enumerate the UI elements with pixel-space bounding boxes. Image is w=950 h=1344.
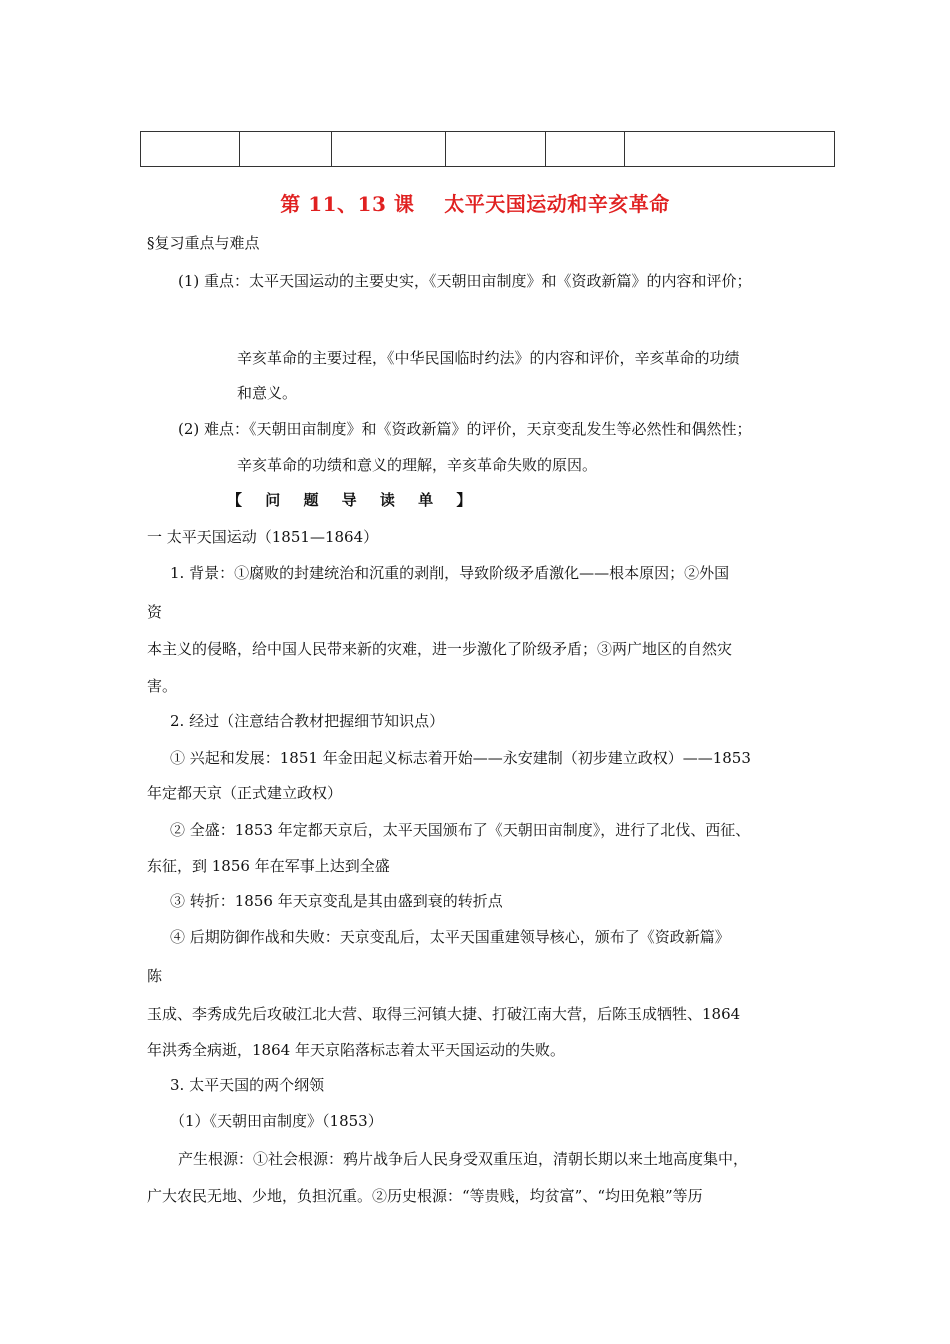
section-heading-review: §复习重点与难点 xyxy=(147,234,260,252)
paragraph-line: ① 兴起和发展：1851 年金田起义标志着开始——永安建制（初步建立政权）——1853 xyxy=(170,749,751,767)
paragraph-line: 年洪秀全病逝，1864 年天京陷落标志着太平天国运动的失败。 xyxy=(147,1041,565,1059)
paragraph-line: 本主义的侵略，给中国人民带来新的灾难，进一步激化了阶级矛盾；③两广地区的自然灾 xyxy=(147,640,733,658)
key-points-line: 辛亥革命的主要过程，《中华民国临时约法》的内容和评价，辛亥革命的功绩 xyxy=(237,349,740,367)
paragraph-line: 害。 xyxy=(147,677,178,695)
header-table-cell xyxy=(546,132,625,167)
header-table-cell xyxy=(332,132,446,167)
key-points-line: 和意义。 xyxy=(237,384,298,402)
guide-heading: 【 问 题 导 读 单 】 xyxy=(227,491,481,509)
paragraph-line: 产生根源：①社会根源：鸦片战争后人民身受双重压迫，清朝长期以来土地高度集中， xyxy=(178,1150,749,1168)
paragraph-line: 陈 xyxy=(147,967,163,985)
paragraph-line: ③ 转折：1856 年天京变乱是其由盛到衰的转折点 xyxy=(170,892,503,910)
paragraph-line: （1）《天朝田亩制度》（1853） xyxy=(170,1112,383,1130)
header-table-cell xyxy=(141,132,240,167)
paragraph-line: 2. 经过（注意结合教材把握细节知识点） xyxy=(170,712,445,730)
paragraph-line: ② 全盛：1853 年定都天京后，太平天国颁布了《天朝田亩制度》，进行了北伐、西征、 xyxy=(170,821,751,839)
paragraph-line: 玉成、李秀成先后攻破江北大营、取得三河镇大捷、打破江南大营，后陈玉成牺牲、1864 xyxy=(147,1005,741,1023)
header-table-row xyxy=(141,132,835,167)
key-points-line: (1) 重点：太平天国运动的主要史实，《天朝田亩制度》和《资政新篇》的内容和评价； xyxy=(178,272,752,290)
paragraph-line: 资 xyxy=(147,603,163,621)
section-heading-taiping: 一 太平天国运动（1851—1864） xyxy=(147,528,379,546)
header-table-cell xyxy=(625,132,835,167)
paragraph-line: 广大农民无地、少地，负担沉重。②历史根源：“等贵贱，均贫富”、“均田免粮”等历 xyxy=(147,1187,703,1205)
header-table-cell xyxy=(240,132,332,167)
header-table-cell xyxy=(446,132,546,167)
paragraph-line: 3. 太平天国的两个纲领 xyxy=(170,1076,325,1094)
paragraph-line: ④ 后期防御作战和失败：天京变乱后，太平天国重建领导核心，颁布了《资政新篇》 xyxy=(170,928,730,946)
paragraph-line: 东征，到 1856 年在军事上达到全盛 xyxy=(147,857,390,875)
paragraph-line: 年定都天京（正式建立政权） xyxy=(147,784,343,802)
header-table xyxy=(140,131,835,167)
difficult-points-line: (2) 难点：《天朝田亩制度》和《资政新篇》的评价，天京变乱发生等必然性和偶然性； xyxy=(178,420,752,438)
lesson-title: 第 11、13 课 太平天国运动和辛亥革命 xyxy=(280,192,670,216)
paragraph-line: 1. 背景：①腐败的封建统治和沉重的剥削，导致阶级矛盾激化——根本原因；②外国 xyxy=(170,564,730,582)
difficult-points-line: 辛亥革命的功绩和意义的理解，辛亥革命失败的原因。 xyxy=(237,456,598,474)
